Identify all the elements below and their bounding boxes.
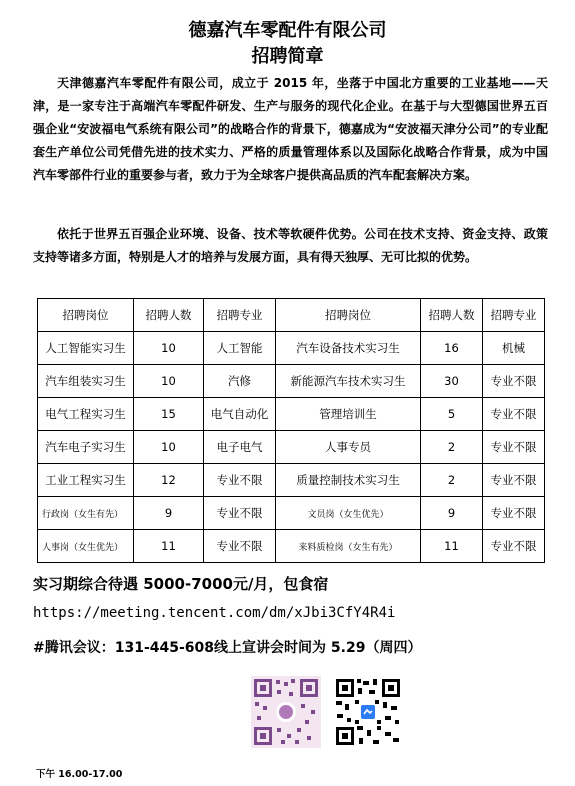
meeting-time: 下午 16.00-17.00 — [36, 769, 123, 780]
table-cell: 人工智能 — [204, 332, 276, 365]
table-cell: 专业不限 — [204, 530, 276, 563]
table-cell: 管理培训生 — [276, 398, 421, 431]
table-cell: 电气工程实习生 — [38, 398, 134, 431]
table-cell: 专业不限 — [204, 464, 276, 497]
table-cell: 质量控制技术实习生 — [276, 464, 421, 497]
table-cell: 2 — [421, 431, 483, 464]
table-row — [38, 398, 545, 431]
table-row — [38, 365, 545, 398]
table-cell: 汽车组装实习生 — [38, 365, 134, 398]
meeting-info: #腾讯会议：131-445-608线上宣讲会时间为 5.29（周四） — [33, 640, 422, 656]
table-header-row — [38, 299, 545, 332]
table-header-cell: 招聘岗位 — [38, 299, 134, 332]
meeting-qr-code-icon — [333, 676, 403, 748]
table-cell: 人事岗（女生优先） — [38, 530, 134, 563]
table-cell: 9 — [134, 497, 204, 530]
table-cell: 来料质检岗（女生有先） — [276, 530, 421, 563]
table-row — [38, 464, 545, 497]
page-subtitle: 招聘简章 — [251, 46, 324, 67]
table-cell: 11 — [421, 530, 483, 563]
table-cell: 新能源汽车技术实习生 — [276, 365, 421, 398]
table-cell: 2 — [421, 464, 483, 497]
table-cell: 9 — [421, 497, 483, 530]
table-cell: 汽车设备技术实习生 — [276, 332, 421, 365]
table-cell: 10 — [134, 365, 204, 398]
recruitment-table — [37, 298, 545, 563]
table-header-cell: 招聘人数 — [421, 299, 483, 332]
table-cell: 15 — [134, 398, 204, 431]
table-cell: 人事专员 — [276, 431, 421, 464]
table-cell: 专业不限 — [483, 365, 545, 398]
table-cell: 16 — [421, 332, 483, 365]
intro-paragraph-2: 依托于世界五百强企业环境、设备、技术等软硬件优势。公司在技术支持、资金支持、政策支持等诸多方面，特别是人才的培养与发展方面，具有得天独厚、无可比拟的优势。 — [33, 227, 548, 264]
salary-text: 实习期综合待遇 5000-7000元/月，包食宿 — [33, 575, 329, 593]
table-header-cell: 招聘岗位 — [276, 299, 421, 332]
table-cell: 专业不限 — [483, 464, 545, 497]
table-header-cell: 招聘人数 — [134, 299, 204, 332]
table-cell: 10 — [134, 332, 204, 365]
table-row — [38, 431, 545, 464]
table-cell: 专业不限 — [483, 530, 545, 563]
table-cell: 电气自动化 — [204, 398, 276, 431]
table-cell: 汽车电子实习生 — [38, 431, 134, 464]
table-cell: 电子电气 — [204, 431, 276, 464]
table-cell: 机械 — [483, 332, 545, 365]
table-header-cell: 招聘专业 — [483, 299, 545, 332]
wechat-qr-code-icon — [251, 676, 321, 748]
table-cell: 10 — [134, 431, 204, 464]
table-cell: 工业工程实习生 — [38, 464, 134, 497]
table-header-cell: 招聘专业 — [204, 299, 276, 332]
table-cell: 5 — [421, 398, 483, 431]
table-cell: 12 — [134, 464, 204, 497]
meeting-link[interactable]: https://meeting.tencent.com/dm/xJbi3CfY4R4i — [33, 605, 396, 621]
table-cell: 11 — [134, 530, 204, 563]
table-row — [38, 530, 545, 563]
company-title: 德嘉汽车零配件有限公司 — [188, 20, 387, 41]
table-cell: 专业不限 — [483, 497, 545, 530]
table-cell: 30 — [421, 365, 483, 398]
table-cell: 文员岗（女生优先） — [276, 497, 421, 530]
intro-paragraph-1: 天津德嘉汽车零配件有限公司，成立于 2015 年，坐落于中国北方重要的工业基地——天津，是一家专注于高端汽车零配件研发、生产与服务的现代化企业。在基于与大型德国世界五百强企业“安波福电气系统有限公司”的战略合作的背景下，德嘉成为“安波福天津分公司”的专业配套生产单位公司凭借先进的技术实力、严格的质量管理体系以及国际化战略合作背景，成为中国汽车零部件行业的重要参与者，致力于为全球客户提供高品质的汽车配套解决方案。 — [33, 76, 548, 182]
table-cell: 行政岗（女生有先） — [38, 497, 134, 530]
table-cell: 专业不限 — [483, 431, 545, 464]
table-row — [38, 497, 545, 530]
table-cell: 专业不限 — [204, 497, 276, 530]
table-cell: 专业不限 — [483, 398, 545, 431]
table-cell: 汽修 — [204, 365, 276, 398]
table-row — [38, 332, 545, 365]
table-cell: 人工智能实习生 — [38, 332, 134, 365]
